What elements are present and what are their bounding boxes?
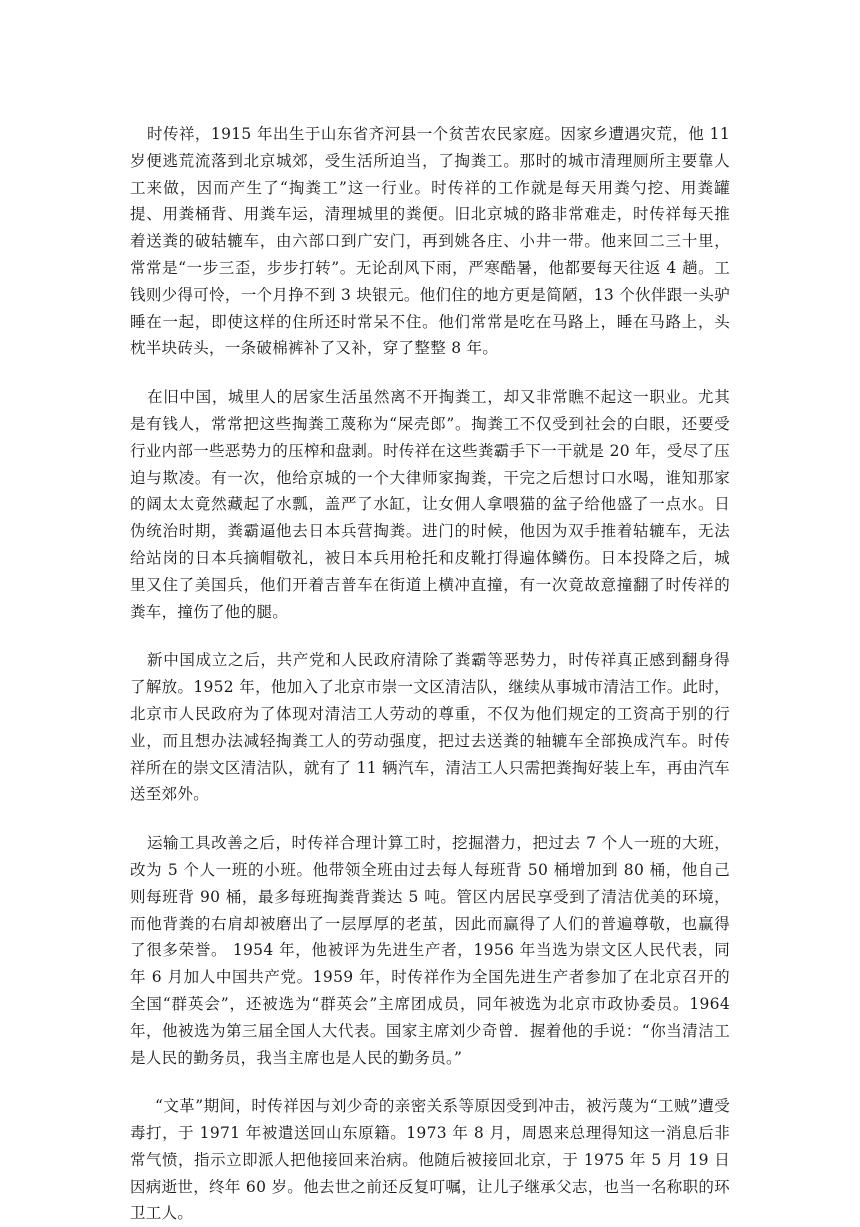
paragraph-liberation: 新中国成立之后，共产党和人民政府清除了粪霸等恶势力，时传祥真正感到翻身得了解放。1952 年，他加入了北京市崇一文区清洁队，继续从事城市清洁工作。此时，北京市人民政府为了体现对清洁工人劳动的尊重，不仅为他们规定的工资高于别的行业，而且想办法减轻掏粪工人的劳动强度，把过去送粪的轴辘车全部换成汽车。时传祥所在的崇文区清洁队，就有了 11 辆汽车，清洁工人只需把粪掏好装上车，再由汽车送至郊外。	[130, 651, 730, 804]
paragraph-birth-and-early-life: 时传祥，1915 年出生于山东省齐河县一个贫苦农民家庭。因家乡遭遇灾荒，他 11 岁便逃荒流落到北京城郊，受生活所迫当，了掏粪工。那时的城市清理厕所主要靠人工来做，因而产生了“掏粪工”这一行业。时传祥的工作就是每天用粪勺挖、用粪罐提、用粪桶背、用粪车运，清理城里的粪便。旧北京城的路非常难走，时传祥每天推着送粪的破轱辘车，由六部口到广安门，再到姚各庄、小井一带。他来回二三十里，常常是“一步三歪，步步打转”。无论刮风下雨，严寒酷暑，他都要每天往返 4 趟。工钱则少得可怜，一个月挣不到 3 块银元。他们住的地方更是简陋，13 个伙伴跟一头驴睡在一起，即使这样的住所还时常呆不住。他们常常是吃在马路上，睡在马路上，头枕半块砖头，一条破棉裤补了又补，穿了整整 8 年。	[130, 125, 730, 358]
paragraph-cultural-revolution: “文革”期间，时传祥因与刘少奇的亲密关系等原因受到冲击，被污蔑为“工贼”遭受毒打，于 1971 年被遣送回山东原籍。1973 年 8 月，周恩来总理得知这一消息后非常气愤，指示立即派人把他接回来治病。他随后被接回北京，于 1975 年 5 月 19 日因病逝世，终年 60 岁。他去世之前还反复叮嘱，让儿子继承父志，也当一名称职的环卫工人。	[130, 1097, 730, 1223]
paragraph-old-china-hardship: 在旧中国，城里人的居家生活虽然离不开掏粪工，却又非常瞧不起这一职业。尤其是有钱人，常常把这些掏粪工蔑称为“屎壳郎”。掏粪工不仅受到社会的白眼，还要受行业内部一些恶势力的压榨和盘剥。时传祥在这些粪霸手下一干就是 20 年，受尽了压迫与欺凌。有一次，他给京城的一个大律师家掏粪，干完之后想讨口水喝，谁知那家的阔太太竟然藏起了水瓢，盖严了水缸，让女佣人拿喂猫的盆子给他盛了一点水。日伪统治时期，粪霸逼他去日本兵营掏粪。进门的时候，他因为双手推着轱辘车，无法给站岗的日本兵摘帽敬礼，被日本兵用枪托和皮靴打得遍体鳞伤。日本投降之后，城里又住了美国兵，他们开着吉普车在街道上横冲直撞，有一次竟故意撞翻了时传祥的粪车，撞伤了他的腿。	[130, 388, 730, 621]
paragraph-honors: 运输工具改善之后，时传祥合理计算工时，挖掘潜力，把过去 7 个人一班的大班，改为 5 个人一班的小班。他带领全班由过去每人每班背 50 桶增加到 80 桶，他自己则每班背 90 桶，最多每班掏粪背粪达 5 吨。管区内居民享受到了清洁优美的环境，而他背粪的右肩却被磨出了一层厚厚的老茧，因此而赢得了人们的普遍尊敬，也赢得了很多荣誉。 1954 年，他被评为先进生产者，1956 年当选为崇文区人民代表，同年 6 月加人中国共产党。1959 年，时传祥作为全国先进生产者参加了在北京召开的全国“群英会”，还被选为“群英会”主席团成员，同年被选为北京市政协委员。1964 年，他被选为第三届全国人大代表。国家主席刘少奇曾．握着他的手说：“你当清洁工是人民的勤务员，我当主席也是人民的勤务员。”	[130, 834, 730, 1067]
document-body	[130, 121, 730, 1227]
